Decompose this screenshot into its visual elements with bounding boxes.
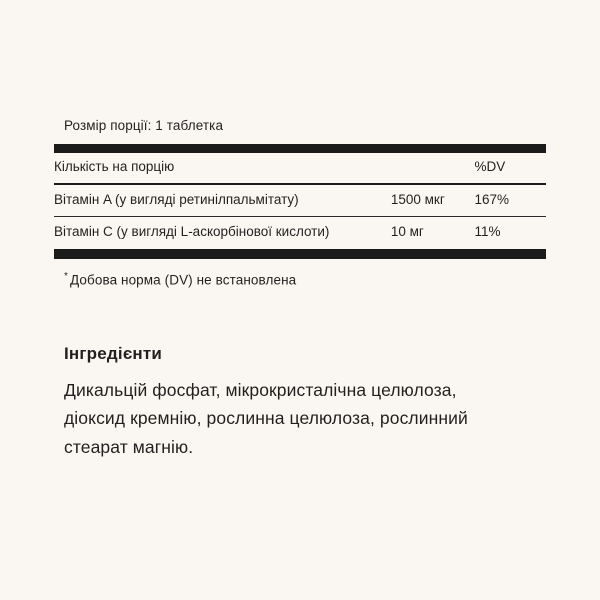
nutrient-name: Вітамін C (у вигляді L-аскорбінової кислоти) [54,224,330,240]
nutrient-amount: 10 мг [390,224,424,240]
amount-per-serving-header: Кількість на порцію [54,159,175,174]
serving-size-text: Розмір порції: 1 таблетка [64,118,224,133]
nutrient-name: Вітамін A (у вигляді ретинілпальмітату) [54,191,299,207]
supplement-facts-panel [54,118,546,287]
nutrient-dv: 167% [474,191,510,207]
panel-top-rule [54,144,546,153]
table-header-row [54,153,546,183]
nutrient-amount: 1500 мкг [390,191,445,207]
daily-value-footnote [54,259,546,288]
supplement-facts-table [54,153,546,183]
footnote-text: Добова норма (DV) не встановлена [70,272,297,288]
dv-column-header: %DV [474,159,506,174]
nutrient-rows-table-2 [54,217,546,249]
table-row [54,185,546,217]
nutrient-dv: 11% [474,224,501,240]
ingredients-heading: Інгредієнти [64,344,163,363]
value-column-header [391,153,475,183]
panel-bottom-rule [54,249,546,259]
nutrient-rows-table [54,185,546,217]
table-row [54,217,546,249]
footnote-marker: * [64,270,68,282]
ingredients-text: Дикальцій фосфат, мікрокристалічна целюлоза, діоксид кремнію, рослинна целюлоза, рослинний стеарат магнію. [64,380,468,457]
